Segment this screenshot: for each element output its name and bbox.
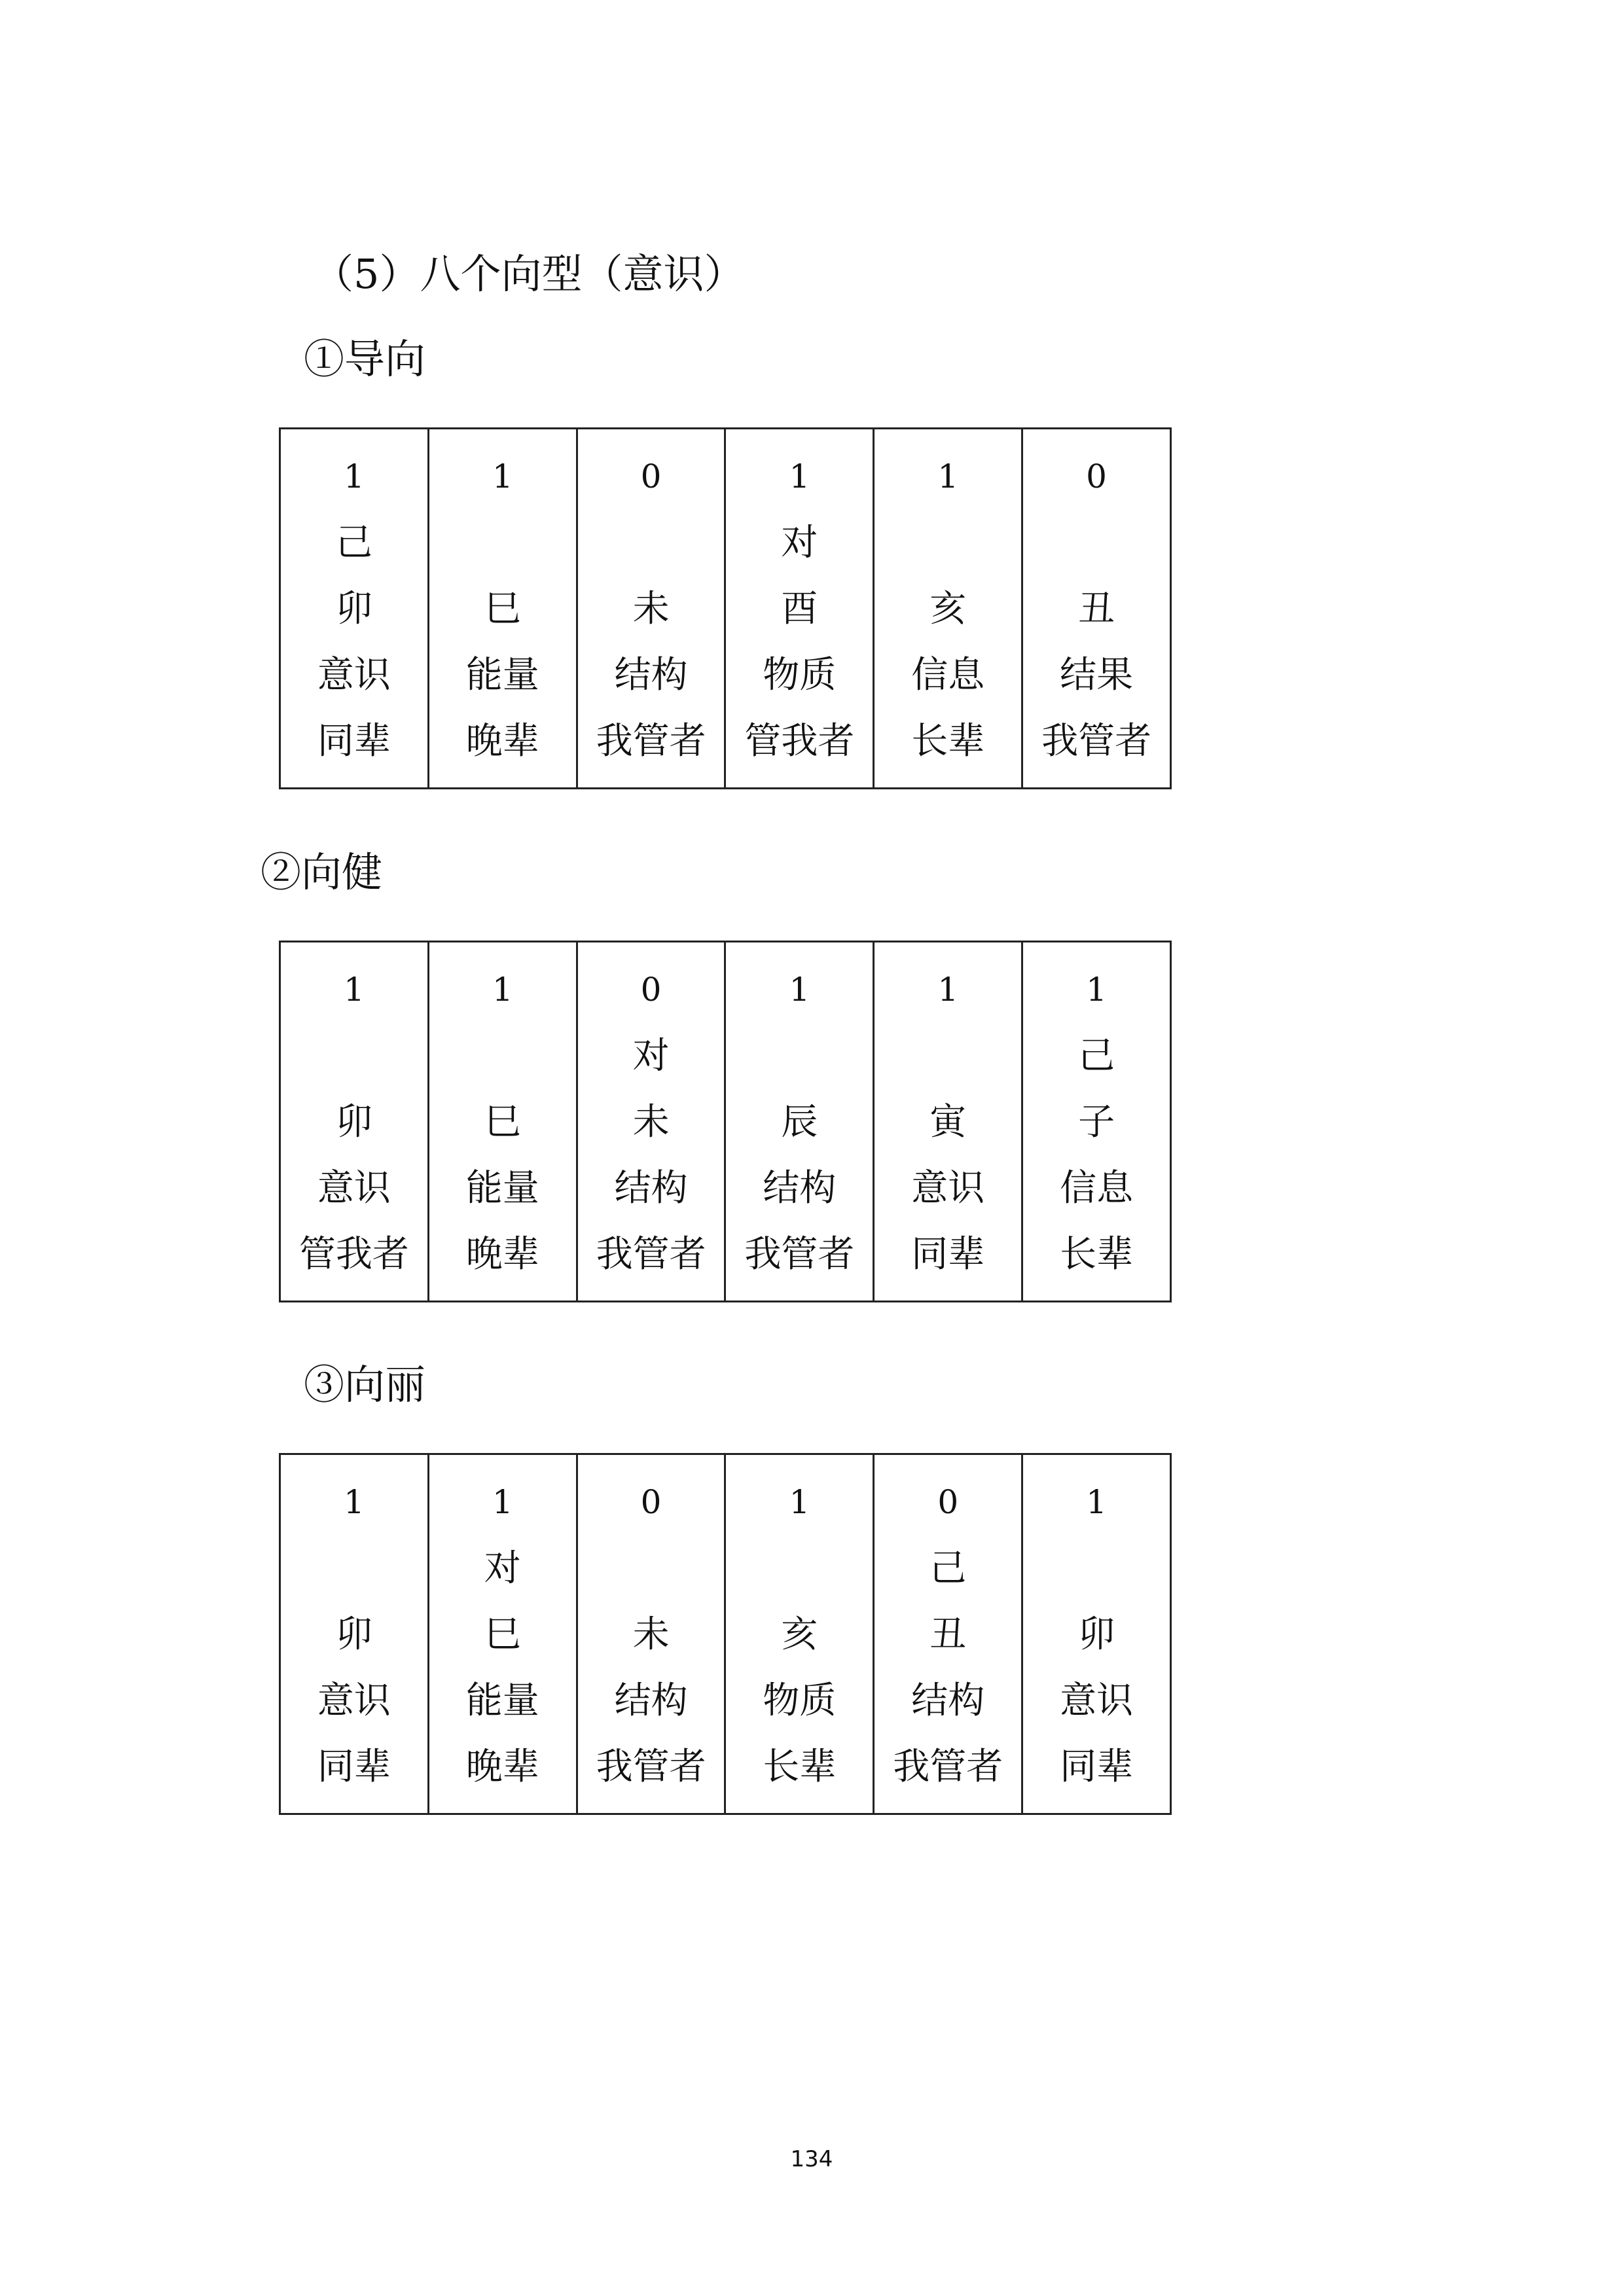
cell-marker — [1023, 510, 1170, 576]
cell-relation: 长辈 — [763, 1746, 837, 1788]
table-cell — [428, 942, 577, 1302]
cell-category: 结构 — [763, 1167, 837, 1210]
table-cell — [280, 942, 429, 1302]
subsection-title-daoxiang: ①导向 — [304, 335, 426, 383]
cell-marker — [875, 510, 1021, 576]
cell-marker — [726, 1535, 873, 1602]
cell-relation: 长辈 — [911, 720, 985, 762]
table-cell — [1022, 1454, 1171, 1814]
table-row — [280, 429, 1171, 789]
cell-relation: 管我者 — [744, 720, 855, 762]
cell-category: 信息 — [1060, 1167, 1134, 1210]
cell-branch: 子 — [1078, 1101, 1115, 1143]
cell-category: 能量 — [465, 654, 539, 696]
cell-relation: 我管者 — [596, 1746, 706, 1788]
cell-branch: 亥 — [929, 588, 967, 630]
table-cell — [725, 429, 874, 789]
cell-marker: 己 — [929, 1547, 967, 1590]
table-cell — [874, 942, 1022, 1302]
cell-branch: 卯 — [335, 1101, 372, 1143]
cell-branch: 未 — [632, 588, 670, 630]
cell-category: 结果 — [1060, 654, 1134, 696]
cell-relation: 同辈 — [317, 720, 391, 762]
cell-relation: 同辈 — [911, 1233, 985, 1276]
cell-branch: 巳 — [484, 1613, 521, 1656]
cell-marker — [429, 1023, 576, 1089]
cell-value: 1 — [789, 971, 810, 1009]
cell-branch: 辰 — [781, 1101, 818, 1143]
cell-value: 1 — [492, 457, 513, 495]
table-row — [280, 942, 1171, 1302]
cell-category: 结构 — [911, 1679, 985, 1722]
cell-category: 信息 — [911, 654, 985, 696]
cell-relation: 晚辈 — [465, 720, 539, 762]
cell-value: 1 — [789, 457, 810, 495]
cell-value: 1 — [937, 457, 959, 495]
cell-category: 物质 — [763, 654, 837, 696]
cell-value: 1 — [344, 457, 365, 495]
cell-marker — [281, 1535, 427, 1602]
table-cell — [1022, 942, 1171, 1302]
cell-relation: 管我者 — [298, 1233, 409, 1276]
table-cell — [1022, 429, 1171, 789]
cell-category: 结构 — [614, 654, 688, 696]
cell-branch: 卯 — [335, 1613, 372, 1656]
table-cell — [874, 1454, 1022, 1814]
cell-marker: 己 — [335, 522, 372, 564]
cell-marker — [578, 1535, 725, 1602]
table-xiangli — [279, 1453, 1172, 1815]
cell-value: 0 — [937, 1483, 959, 1521]
cell-relation: 晚辈 — [465, 1233, 539, 1276]
table-xiangjian — [279, 941, 1172, 1302]
cell-value: 1 — [1086, 971, 1107, 1009]
cell-branch: 巳 — [484, 588, 521, 630]
cell-relation: 长辈 — [1060, 1233, 1134, 1276]
cell-relation: 我管者 — [744, 1233, 855, 1276]
cell-category: 意识 — [317, 1167, 391, 1210]
subsection-title-xiangli: ③向丽 — [304, 1361, 426, 1408]
cell-value: 0 — [640, 457, 662, 495]
cell-marker — [429, 510, 576, 576]
cell-category: 结构 — [614, 1167, 688, 1210]
table-cell — [280, 1454, 429, 1814]
cell-marker: 对 — [632, 1035, 670, 1077]
table-cell — [428, 1454, 577, 1814]
cell-relation: 晚辈 — [465, 1746, 539, 1788]
cell-category: 能量 — [465, 1679, 539, 1722]
table-cell — [874, 429, 1022, 789]
table-cell — [725, 1454, 874, 1814]
cell-marker — [1023, 1535, 1170, 1602]
cell-category: 物质 — [763, 1679, 837, 1722]
cell-value: 1 — [344, 1483, 365, 1521]
cell-branch: 未 — [632, 1101, 670, 1143]
cell-value: 0 — [1086, 457, 1107, 495]
cell-branch: 巳 — [484, 1101, 521, 1143]
cell-category: 意识 — [911, 1167, 985, 1210]
cell-branch: 未 — [632, 1613, 670, 1656]
table-cell — [428, 429, 577, 789]
table-cell — [577, 942, 725, 1302]
subsection-title-xiangjian: ②向健 — [261, 848, 383, 896]
cell-marker: 对 — [484, 1547, 521, 1590]
cell-category: 意识 — [317, 654, 391, 696]
cell-branch: 卯 — [1078, 1613, 1115, 1656]
page-number: 134 — [790, 2146, 833, 2172]
cell-value: 1 — [492, 1483, 513, 1521]
cell-category: 意识 — [1060, 1679, 1134, 1722]
table-cell — [577, 429, 725, 789]
cell-marker — [726, 1023, 873, 1089]
table-row — [280, 1454, 1171, 1814]
cell-value: 1 — [344, 971, 365, 1009]
cell-category: 结构 — [614, 1679, 688, 1722]
table-daoxiang — [279, 427, 1172, 789]
cell-relation: 我管者 — [893, 1746, 1003, 1788]
cell-category: 能量 — [465, 1167, 539, 1210]
cell-relation: 同辈 — [1060, 1746, 1134, 1788]
cell-marker — [578, 510, 725, 576]
cell-branch: 酉 — [781, 588, 818, 630]
cell-relation: 我管者 — [1041, 720, 1152, 762]
cell-category: 意识 — [317, 1679, 391, 1722]
cell-relation: 我管者 — [596, 720, 706, 762]
cell-marker — [875, 1023, 1021, 1089]
cell-value: 0 — [640, 971, 662, 1009]
cell-relation: 我管者 — [596, 1233, 706, 1276]
table-cell — [577, 1454, 725, 1814]
section-title: （5）八个向型（意识） — [313, 250, 745, 298]
cell-branch: 丑 — [929, 1613, 967, 1656]
cell-value: 0 — [640, 1483, 662, 1521]
cell-branch: 亥 — [781, 1613, 818, 1656]
cell-marker: 对 — [781, 522, 818, 564]
cell-value: 1 — [789, 1483, 810, 1521]
cell-branch: 寅 — [929, 1101, 967, 1143]
cell-value: 1 — [492, 971, 513, 1009]
cell-marker: 己 — [1078, 1035, 1115, 1077]
cell-branch: 卯 — [335, 588, 372, 630]
cell-branch: 丑 — [1078, 588, 1115, 630]
cell-marker — [281, 1023, 427, 1089]
table-cell — [280, 429, 429, 789]
cell-value: 1 — [1086, 1483, 1107, 1521]
cell-value: 1 — [937, 971, 959, 1009]
cell-relation: 同辈 — [317, 1746, 391, 1788]
table-cell — [725, 942, 874, 1302]
